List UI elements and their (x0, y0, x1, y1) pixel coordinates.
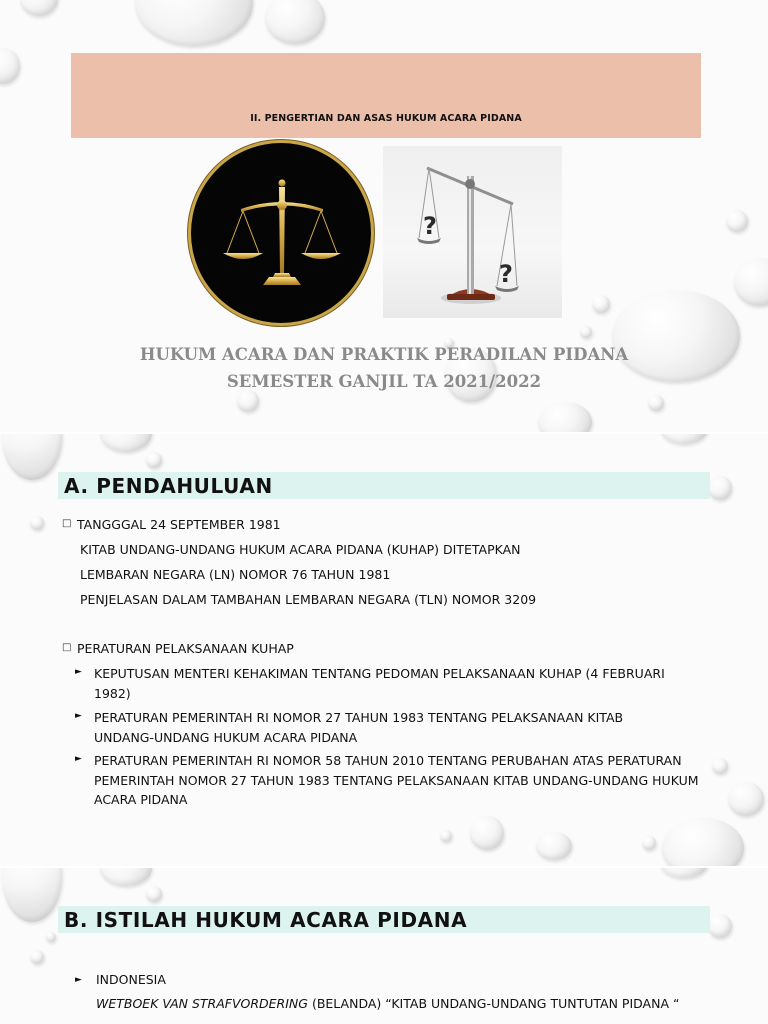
water-drop (20, 0, 58, 16)
water-drop (0, 48, 20, 84)
course-title (0, 341, 768, 395)
water-drop (265, 0, 325, 44)
list-item: PERATURAN PEMERINTAH RI NOMOR 27 TAHUN 1983 TENTANG PELAKSANAAN KITAB UNDANG-UNDANG HUKUM ACARA PIDANA (94, 710, 624, 745)
sub-kuhap: KITAB UNDANG-UNDANG HUKUM ACARA PIDANA (KUHAP) DITETAPKAN (80, 542, 521, 557)
water-drop (46, 932, 56, 942)
slide-pendahuluan (0, 434, 768, 866)
water-drop (100, 434, 152, 452)
section-heading: A. PENDAHULUAN (64, 474, 273, 498)
svg-text:?: ? (423, 212, 437, 240)
term-rest: (BELANDA) “KITAB UNDANG-UNDANG TUNTUTAN PIDANA “ (307, 996, 680, 1011)
water-drop (580, 326, 592, 338)
water-drop (2, 868, 62, 922)
term-line (96, 996, 679, 1011)
water-drop (660, 868, 708, 878)
section-heading-band (58, 906, 710, 933)
triangle-bullet-icon: ► (75, 711, 82, 721)
water-drop (592, 295, 610, 313)
water-drop (135, 0, 253, 46)
water-drop (708, 476, 732, 500)
section-title: II. PENGERTIAN DAN ASAS HUKUM ACARA PIDANA (250, 113, 522, 124)
triangle-bullet-icon: ► (75, 754, 82, 764)
section-heading-band (58, 472, 710, 499)
semester-label: SEMESTER GANJIL TA 2021/2022 (226, 372, 542, 391)
bullet-peraturan: PERATURAN PELAKSANAAN KUHAP (77, 641, 294, 656)
water-drop (538, 402, 592, 432)
sub-tln: PENJELASAN DALAM TAMBAHAN LEMBARAN NEGARA (TLN) NOMOR 3209 (80, 592, 537, 607)
water-drop (30, 516, 44, 530)
gold-scales-logo (191, 143, 371, 323)
water-drop (470, 816, 504, 850)
course-name: HUKUM ACARA DAN PRAKTIK PERADILAN PIDANA (139, 345, 629, 364)
title-band (71, 53, 701, 138)
water-drop (648, 395, 664, 411)
section-heading: B. ISTILAH HUKUM ACARA PIDANA (64, 908, 468, 932)
square-bullet-icon: □ (62, 518, 72, 529)
water-drop (662, 818, 744, 866)
water-drop (712, 758, 728, 774)
triangle-bullet-icon: ► (75, 975, 82, 985)
water-drop (642, 836, 656, 850)
item-indonesia: INDONESIA (96, 972, 166, 987)
scales-of-justice-icon (191, 143, 371, 323)
svg-text:?: ? (499, 260, 513, 288)
water-drop (2, 434, 62, 480)
water-drop (146, 452, 162, 468)
water-drop (734, 258, 768, 306)
sub-ln: LEMBARAN NEGARA (LN) NOMOR 76 TAHUN 1981 (80, 567, 391, 582)
water-drop (708, 914, 732, 938)
water-drop (660, 434, 708, 444)
list-item: KEPUTUSAN MENTERI KEHAKIMAN TENTANG PEDOMAN PELAKSANAAN KUHAP (4 FEBRUARI 1982) (94, 666, 665, 701)
list-item: PERATURAN PEMERINTAH RI NOMOR 58 TAHUN 2010 TENTANG PERUBAHAN ATAS PERATURAN PEMERINTAH NOMOR 27 TAHUN 1983 TENTANG PELAKSANAAN KITAB UNDANG-UNDANG HUKUM ACARA PIDANA (94, 753, 699, 807)
balance-question-image (383, 146, 562, 318)
water-drop (146, 886, 162, 902)
square-bullet-icon: □ (62, 642, 72, 653)
water-drop (30, 950, 44, 964)
slide-title (0, 0, 768, 432)
water-drop (726, 210, 748, 232)
term-italic: WETBOEK VAN STRAFVORDERING (96, 996, 308, 1011)
slide-istilah (0, 868, 768, 1024)
water-drop (440, 830, 452, 842)
balance-scale-icon (383, 146, 562, 318)
bullet-date: TANGGGAL 24 SEPTEMBER 1981 (77, 517, 281, 532)
triangle-bullet-icon: ► (75, 667, 82, 677)
water-drop (536, 832, 572, 860)
water-drop (100, 868, 152, 886)
water-drop (728, 782, 764, 816)
